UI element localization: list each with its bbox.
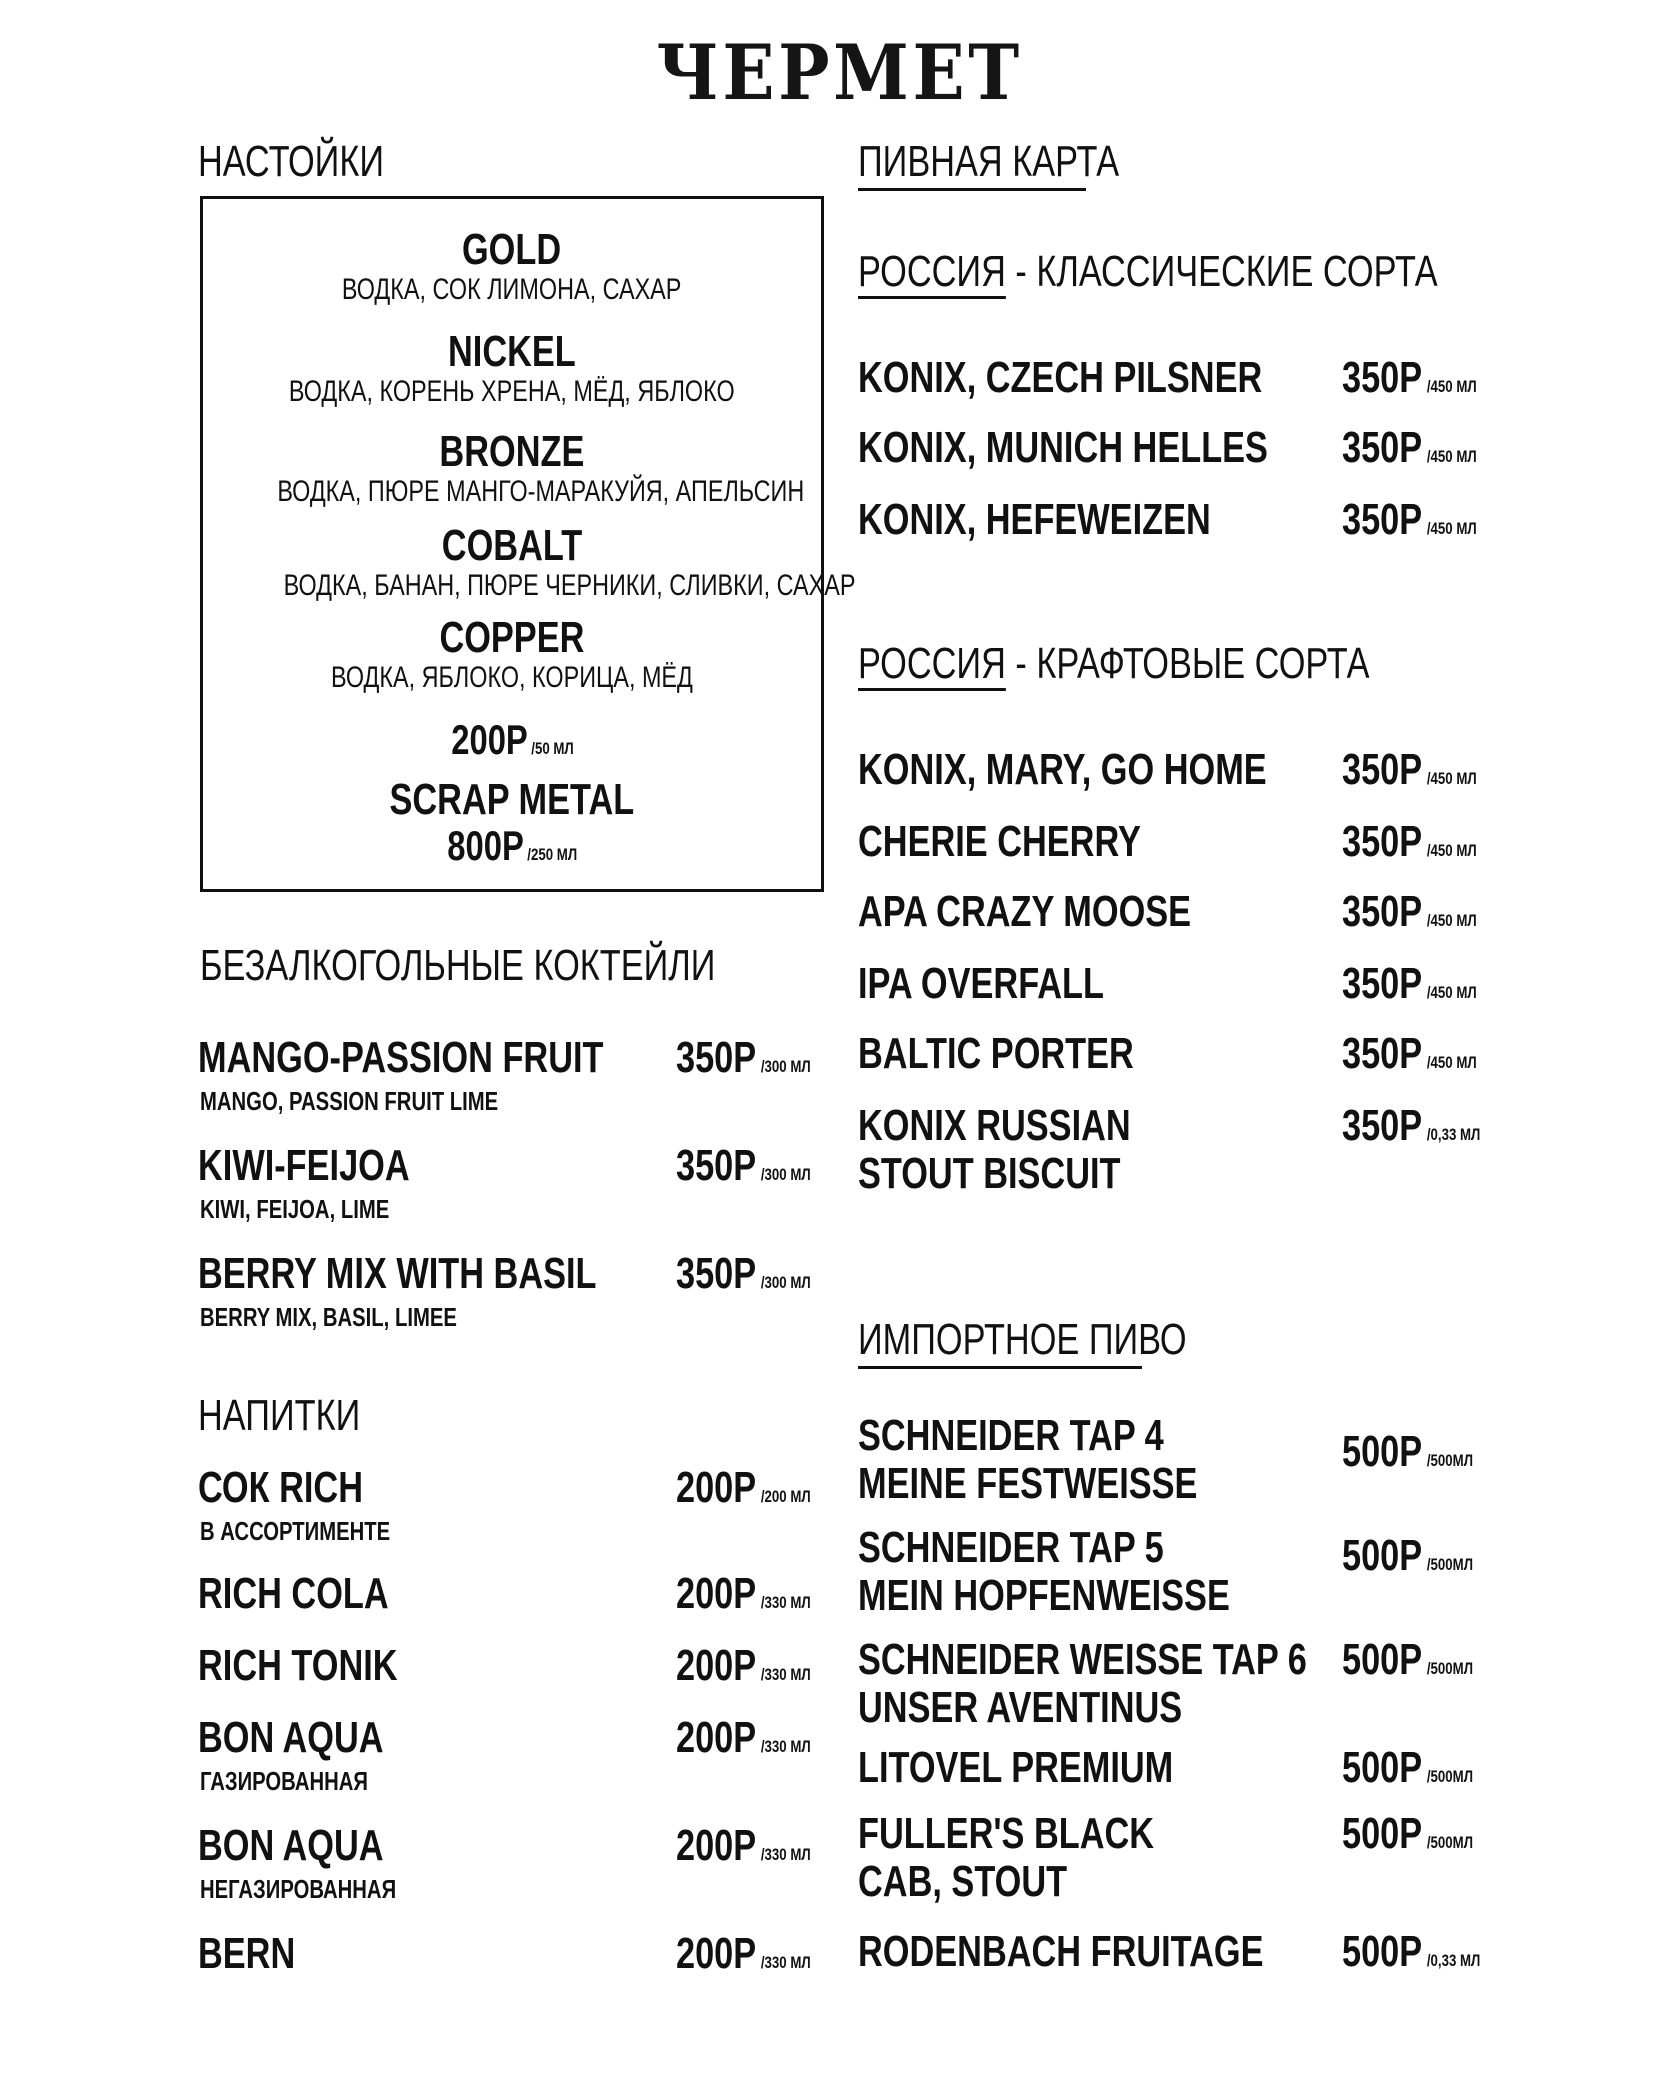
beer-item: LITOVEL PREMIUM 500Р /500МЛ xyxy=(858,1743,1474,1792)
imported-beer-title: ИМПОРТНОЕ ПИВО xyxy=(858,1318,1142,1369)
classic-beer-heading: РОССИЯ - КЛАССИЧЕСКИЕ СОРТА xyxy=(858,247,1438,296)
beer-item: FULLER'S BLACK CAB, STOUT 500Р /500МЛ xyxy=(858,1809,1474,1906)
tincture-item: COPPER ВОДКА, ЯБЛОКО, КОРИЦА, МЁД xyxy=(331,613,693,694)
menu-item: BON AQUA НЕГАЗИРОВАННАЯ 200Р /330 МЛ xyxy=(198,1821,811,1904)
beer-item: RODENBACH FRUITAGE 500Р /0,33 МЛ xyxy=(858,1927,1481,1976)
tincture-item: COBALT ВОДКА, БАНАН, ПЮРЕ ЧЕРНИКИ, СЛИВКИ, САХАР xyxy=(283,521,856,602)
special-tincture: SCRAP METAL 800Р /250 МЛ xyxy=(389,775,635,869)
menu-item: RICH TONIK 200Р /330 МЛ xyxy=(198,1641,811,1690)
craft-beer-heading: РОССИЯ - КРАФТОВЫЕ СОРТА xyxy=(858,639,1370,688)
mocktails-title: БЕЗАЛКОГОЛЬНЫЕ КОКТЕЙЛИ xyxy=(200,941,716,990)
menu-item: RICH COLA 200Р /330 МЛ xyxy=(198,1569,811,1618)
beer-card-title: ПИВНАЯ КАРТА xyxy=(858,140,1086,191)
beer-item: APA CRAZY MOOSE 350Р /450 МЛ xyxy=(858,887,1477,936)
tinctures-title: НАСТОЙКИ xyxy=(198,137,385,186)
beer-item: BALTIC PORTER 350Р /450 МЛ xyxy=(858,1029,1477,1078)
brand-logo: ЧЕРМЕТ xyxy=(656,28,1024,117)
menu-item: СОК RICH В АССОРТИМЕНТЕ 200Р /200 МЛ xyxy=(198,1463,811,1546)
beer-item: SCHNEIDER TAP 4 MEINE FESTWEISSE 500Р /500МЛ xyxy=(858,1411,1474,1508)
tincture-item: BRONZE ВОДКА, ПЮРЕ МАНГО-МАРАКУЙЯ, АПЕЛЬСИН xyxy=(277,427,805,508)
beer-item: KONIX, HEFEWEIZEN 350Р /450 МЛ xyxy=(858,495,1477,544)
beer-item: KONIX RUSSIAN STOUT BISCUIT 350Р /0,33 МЛ xyxy=(858,1101,1481,1198)
tincture-item: GOLD ВОДКА, СОК ЛИМОНА, САХАР xyxy=(342,225,682,306)
menu-item: KIWI-FEIJOA KIWI, FEIJOA, LIME 350Р /300 МЛ xyxy=(198,1141,811,1224)
tinctures-box xyxy=(200,196,856,892)
beer-item: KONIX, MUNICH HELLES 350Р /450 МЛ xyxy=(858,423,1477,472)
menu-item: MANGO-PASSION FRUIT MANGO, PASSION FRUIT LIME 350Р /300 МЛ xyxy=(198,1033,811,1116)
beer-item: KONIX, MARY, GO HOME 350Р /450 МЛ xyxy=(858,745,1477,794)
beer-item: IPA OVERFALL 350Р /450 МЛ xyxy=(858,959,1477,1008)
drinks-title: НАПИТКИ xyxy=(198,1391,361,1440)
menu-item: BERN 200Р /330 МЛ xyxy=(198,1929,811,1978)
beer-item: SCHNEIDER WEISSE TAP 6 UNSER AVENTINUS 500Р /500МЛ xyxy=(858,1635,1474,1732)
beer-item: CHERIE CHERRY 350Р /450 МЛ xyxy=(858,817,1477,866)
beer-item: KONIX, CZECH PILSNER 350Р /450 МЛ xyxy=(858,353,1477,402)
tincture-item: NICKEL ВОДКА, КОРЕНЬ ХРЕНА, МЁД, ЯБЛОКО xyxy=(289,327,735,408)
tinctures-price: 200Р /50 МЛ xyxy=(450,716,574,763)
menu-item: BERRY MIX WITH BASIL BERRY MIX, BASIL, LIMEE 350Р /300 МЛ xyxy=(198,1249,811,1332)
menu-item: BON AQUA ГАЗИРОВАННАЯ 200Р /330 МЛ xyxy=(198,1713,811,1796)
beer-item: SCHNEIDER TAP 5 MEIN HOPFENWEISSE 500Р /500МЛ xyxy=(858,1523,1474,1620)
